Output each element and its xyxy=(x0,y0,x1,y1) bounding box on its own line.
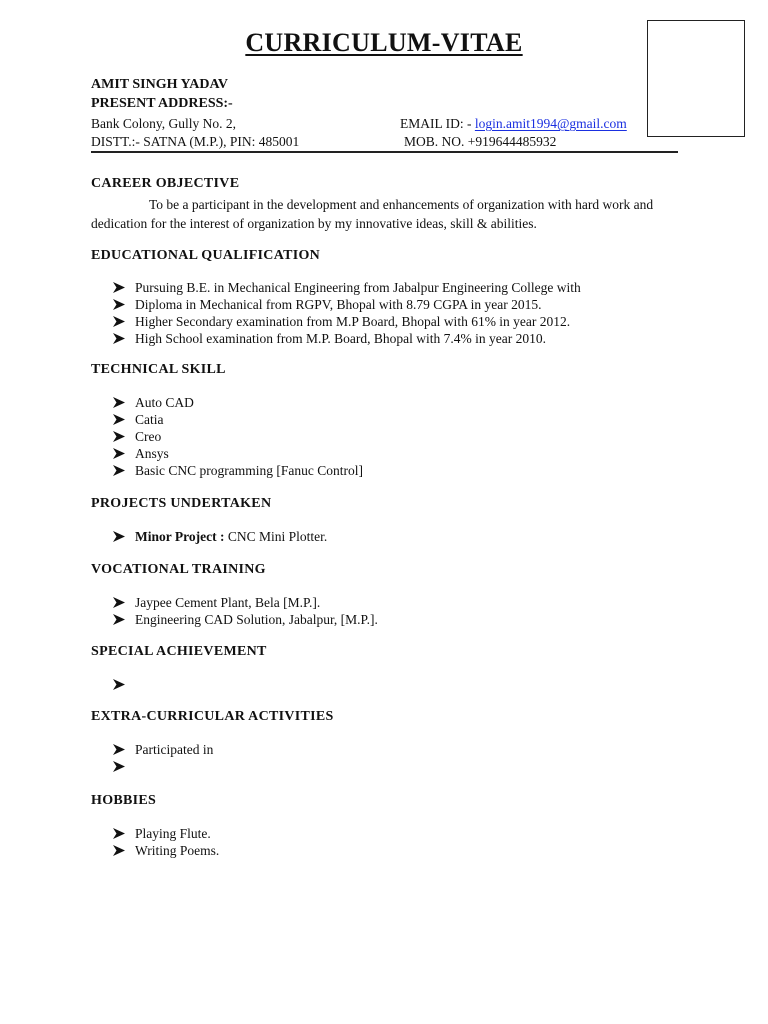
document-title: CURRICULUM-VITAE xyxy=(245,28,523,57)
arrowhead-bullet-icon xyxy=(113,316,135,327)
arrowhead-bullet-icon xyxy=(113,333,135,344)
project-label: Minor Project : xyxy=(135,529,225,544)
address-line-2: DISTT.:- SATNA (M.P.), PIN: 485001 xyxy=(91,134,300,149)
list-item xyxy=(113,279,581,296)
heading-vocational-training: VOCATIONAL TRAINING xyxy=(91,562,266,577)
list-item-text: Playing Flute. xyxy=(135,826,211,841)
arrowhead-bullet-icon xyxy=(113,448,135,459)
career-objective-text: To be a participant in the development and enhancements of organization with hard work and dedication for the interest of organization by my innovative ideas, skill & abilities. xyxy=(91,197,654,231)
email-link[interactable]: login.amit1994@gmail.com xyxy=(474,116,627,131)
list-item-text: Auto CAD xyxy=(135,395,194,410)
vocational-training-list xyxy=(113,594,378,628)
list-item-text: Creo xyxy=(135,429,162,444)
heading-education: EDUCATIONAL QUALIFICATION xyxy=(91,248,321,263)
arrowhead-bullet-icon xyxy=(113,531,135,542)
list-item-text: High School examination from M.P. Board, Bhopal with 7.4% in year 2010. xyxy=(135,331,546,346)
project-value: CNC Mini Plotter. xyxy=(224,529,328,544)
heading-career-objective: CAREER OBJECTIVE xyxy=(91,176,240,191)
email-row xyxy=(400,116,627,132)
arrowhead-bullet-icon xyxy=(113,845,135,856)
list-item-text: Jaypee Cement Plant, Bela [M.P.]. xyxy=(135,595,321,610)
list-item xyxy=(113,758,213,775)
list-item xyxy=(113,394,363,411)
header-divider xyxy=(91,151,678,153)
photo-placeholder xyxy=(647,20,745,137)
heading-hobbies: HOBBIES xyxy=(91,793,157,808)
arrowhead-bullet-icon xyxy=(113,465,135,476)
list-item xyxy=(113,296,581,313)
arrowhead-bullet-icon xyxy=(113,431,135,442)
special-achievement-list xyxy=(113,676,135,693)
education-list xyxy=(113,279,581,347)
list-item-text: Pursuing B.E. in Mechanical Engineering from Jabalpur Engineering College with xyxy=(135,280,581,295)
list-item xyxy=(113,462,363,479)
heading-technical-skill: TECHNICAL SKILL xyxy=(91,362,226,377)
list-item-text: Diploma in Mechanical from RGPV, Bhopal with 8.79 CGPA in year 2015. xyxy=(135,297,542,312)
list-item xyxy=(113,528,327,545)
list-item-text: Catia xyxy=(135,412,164,427)
arrowhead-bullet-icon xyxy=(113,597,135,608)
list-item xyxy=(113,825,219,842)
arrowhead-bullet-icon xyxy=(113,414,135,425)
list-item-text: Engineering CAD Solution, Jabalpur, [M.P.]. xyxy=(135,612,378,627)
list-item-text: Participated in xyxy=(135,742,214,757)
list-item xyxy=(113,594,378,611)
arrowhead-bullet-icon xyxy=(113,761,135,772)
heading-extra-curricular: EXTRA-CURRICULAR ACTIVITIES xyxy=(91,709,334,724)
arrowhead-bullet-icon xyxy=(113,828,135,839)
technical-skill-list xyxy=(113,394,363,479)
arrowhead-bullet-icon xyxy=(113,744,135,755)
list-item-text: Writing Poems. xyxy=(135,843,220,858)
extra-curricular-list xyxy=(113,741,213,775)
arrowhead-bullet-icon xyxy=(113,282,135,293)
mobile-number: MOB. NO. +919644485932 xyxy=(404,134,557,149)
list-item-text: Higher Secondary examination from M.P Board, Bhopal with 61% in year 2012. xyxy=(135,314,571,329)
email-label: EMAIL ID: - xyxy=(400,116,475,131)
list-item xyxy=(113,741,213,758)
list-item xyxy=(113,611,378,628)
projects-list xyxy=(113,528,327,545)
address-line-1: Bank Colony, Gully No. 2, xyxy=(91,116,236,131)
list-item xyxy=(113,313,581,330)
arrowhead-bullet-icon xyxy=(113,614,135,625)
list-item xyxy=(113,411,363,428)
heading-special-achievement: SPECIAL ACHIEVEMENT xyxy=(91,644,267,659)
arrowhead-bullet-icon xyxy=(113,397,135,408)
list-item-text: Basic CNC programming [Fanuc Control] xyxy=(135,463,363,478)
list-item xyxy=(113,445,363,462)
hobbies-list xyxy=(113,825,219,859)
heading-projects: PROJECTS UNDERTAKEN xyxy=(91,496,272,511)
list-item-text: Ansys xyxy=(135,446,169,461)
present-address-label: PRESENT ADDRESS:- xyxy=(91,96,233,111)
candidate-name: AMIT SINGH YADAV xyxy=(91,77,228,92)
list-item xyxy=(113,428,363,445)
list-item xyxy=(113,842,219,859)
list-item xyxy=(113,330,581,347)
arrowhead-bullet-icon xyxy=(113,299,135,310)
list-item xyxy=(113,676,135,693)
arrowhead-bullet-icon xyxy=(113,679,135,690)
